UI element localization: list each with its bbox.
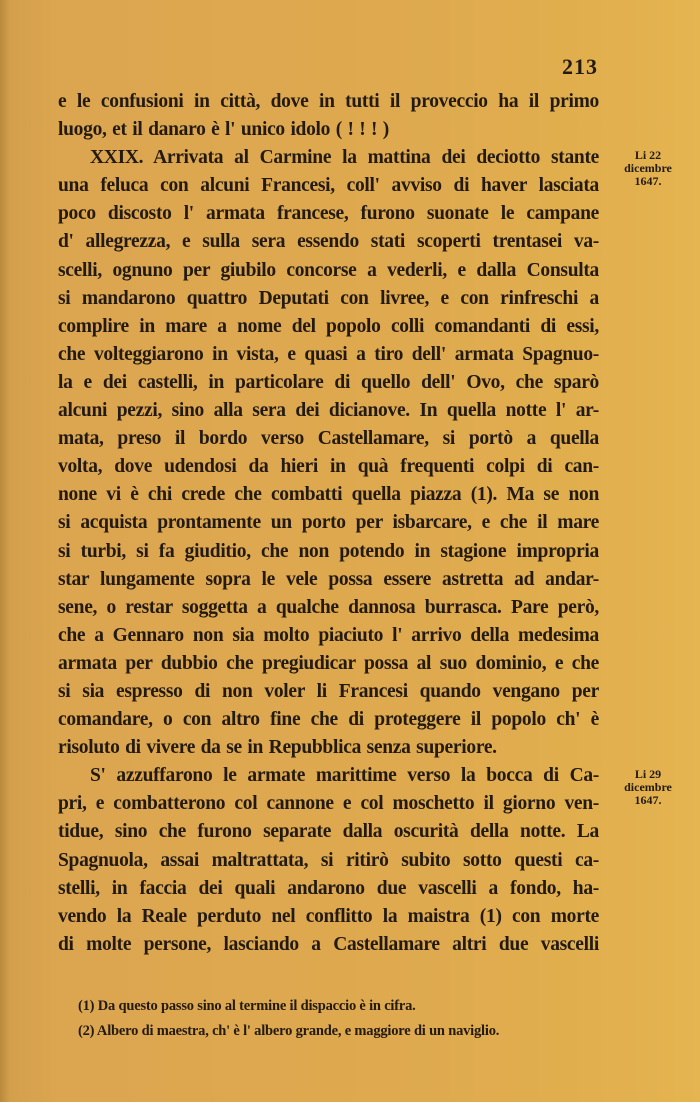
text-line: si acquista prontamente un porto per isbarcare, e che il mare	[58, 512, 599, 534]
text-line: di molte persone, lasciando a Castellamare altri due vascelli	[58, 933, 599, 955]
body-text	[58, 88, 599, 959]
text-line: sene, o restar soggetta a qualche dannosa burrasca. Pare però,	[58, 596, 599, 618]
margin-note-month: dicembre	[624, 780, 672, 794]
text-line: tidue, sino che furono separate dalla oscurità della notte. La	[58, 821, 599, 843]
text-line: e le confusioni in città, dove in tutti il proveccio ha il primo	[58, 91, 599, 112]
text-line: si sia espresso di non voler li Francesi quando vengano per	[58, 680, 599, 702]
text-line: alcuni pezzi, sino alla sera dei dicianove. In quella notte l' ar-	[58, 400, 599, 422]
margin-note-day: Li 22	[634, 148, 662, 162]
text-line: pri, e combatterono col cannone e col moschetto il giorno ven-	[58, 793, 599, 815]
text-line: complire in mare a nome del popolo colli comandanti di essi,	[58, 315, 599, 337]
text-line: comandare, o con altro fine che di proteggere il popolo ch' è	[58, 709, 599, 731]
margin-note-year: 1647.	[634, 174, 662, 188]
margin-note-month: dicembre	[624, 161, 672, 175]
margin-note-year: 1647.	[634, 793, 662, 807]
text-line: risoluto di vivere da se in Repubblica senza superiore.	[58, 737, 497, 759]
text-line: una feluca con alcuni Francesi, coll' avviso di haver lasciata	[58, 175, 599, 197]
text-line: che volteggiarono in vista, e quasi a tiro dell' armata Spagnuo-	[58, 343, 599, 365]
text-line: Spagnuola, assai maltrattata, si ritirò subito sotto questi ca-	[58, 849, 599, 871]
text-line: la e dei castelli, in particolare di quello dell' Ovo, che sparò	[58, 371, 599, 393]
text-line: mata, preso il bordo verso Castellamare, si portò a quella	[58, 428, 599, 450]
text-line: si mandarono quattro Deputati con livree, e con rinfreschi a	[58, 287, 599, 309]
margin-note-day: Li 29	[634, 767, 662, 781]
margin-note	[604, 768, 692, 807]
text-line: che a Gennaro non sia molto piaciuto l' arrivo della medesima	[58, 624, 599, 646]
text-line: none vi è chi crede che combatti quella piazza (1). Ma se non	[58, 484, 599, 506]
text-line: star lungamente sopra le vele possa essere astretta ad andar-	[58, 568, 599, 590]
text-line: vendo la Reale perduto nel conflitto la maistra (1) con morte	[58, 905, 599, 927]
text-line: XXIX. Arrivata al Carmine la mattina dei deciotto stante	[90, 147, 599, 169]
text-line: scelli, ognuno per giubilo concorse a vederli, e dalla Consulta	[58, 259, 599, 281]
text-line: S' azzuffarono le armate marittime verso la bocca di Ca-	[90, 765, 599, 787]
margin-note	[604, 149, 692, 188]
footnote: (2) Albero di maestra, ch' è l' albero grande, e maggiore di un naviglio.	[78, 1023, 500, 1039]
footnote: (1) Da questo passo sino al termine il dispaccio è in cifra.	[78, 998, 416, 1014]
text-line: volta, dove udendosi da hieri in quà frequenti colpi di can-	[58, 456, 599, 478]
page-number: 213	[562, 54, 598, 79]
text-line: si turbi, si fa giuditio, che non potendo in stagione impropria	[58, 540, 599, 562]
text-line: stelli, in faccia dei quali andarono due vascelli a fondo, ha-	[58, 877, 599, 899]
text-line: luogo, et il danaro è l' unico idolo ( ! ! ! )	[58, 119, 389, 141]
text-line: armata per dubbio che pregiudicar possa al suo dominio, e che	[58, 652, 599, 674]
text-line: d' allegrezza, e sulla sera essendo stati scoperti trentasei va-	[58, 231, 599, 253]
text-line: poco discosto l' armata francese, furono suonate le campane	[58, 203, 599, 225]
